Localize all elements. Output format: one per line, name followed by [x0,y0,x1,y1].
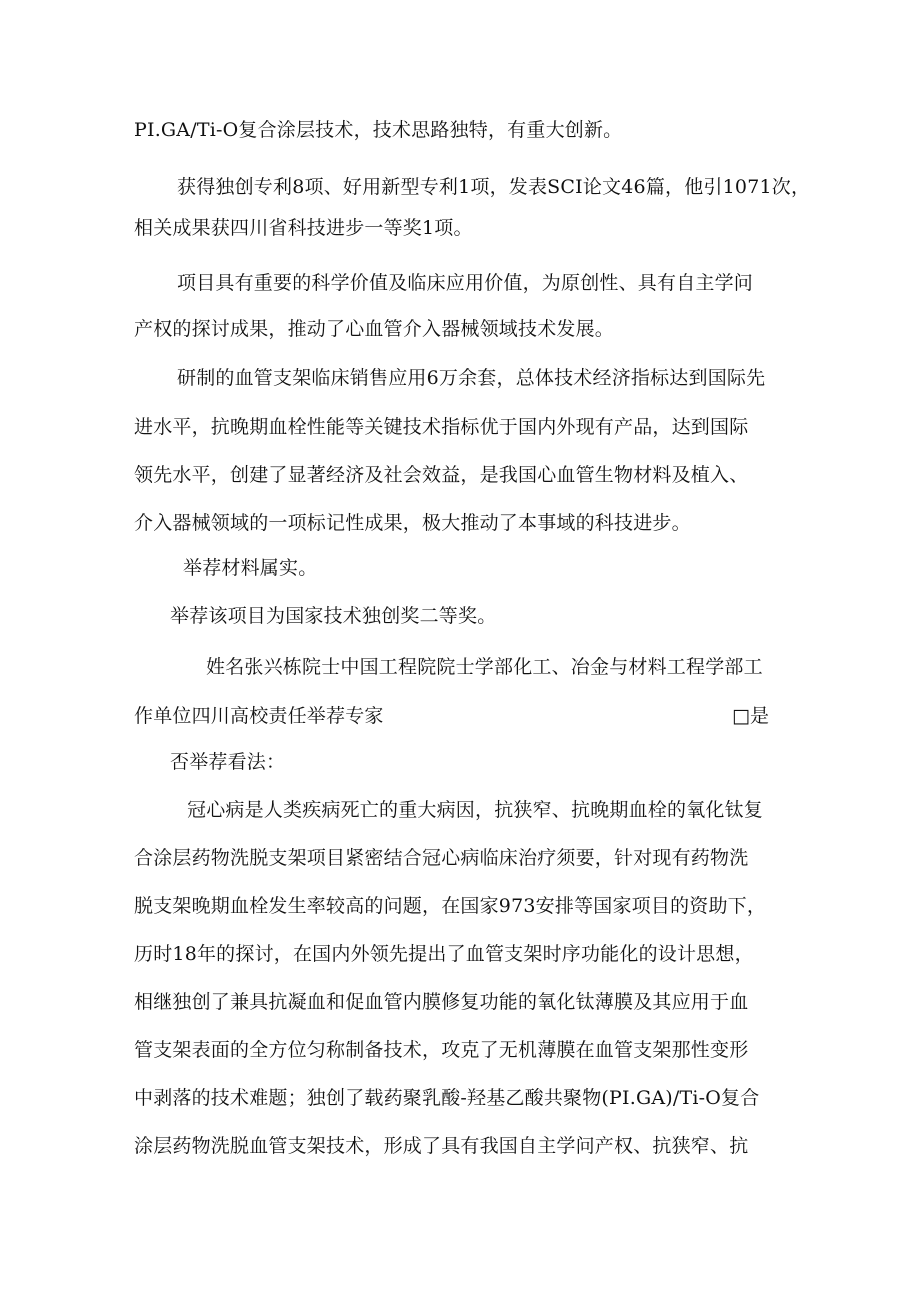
text-line: 脱支架晚期血栓发生率较高的问题，在国家973安排等国家项目的资助下， [134,895,767,917]
text-line: 否举荐看法： [170,751,286,773]
text-line: 历时18年的探讨，在国内外领先提出了血管支架时序功能化的设计思想， [134,943,754,965]
text-line: 相关成果获四川省科技进步一等奖1项。 [134,217,473,239]
yes-checkbox[interactable]: □是 [732,705,769,727]
text-line: 介入器械领域的一项标记性成果，极大推动了本事域的科技进步。 [134,512,691,534]
text-line: 涂层药物洗脱血管支架技术，形成了具有我国自主学问产权、抗狭窄、抗 [134,1135,749,1157]
text-line: 进水平，抗晚期血栓性能等关键技术指标优于国内外现有产品，达到国际 [134,416,749,438]
text-line: 中剥落的技术难题；独创了载药聚乳酸-羟基乙酸共聚物(PI.GA)/Ti-O复合 [134,1087,760,1109]
text-line: 相继独创了兼具抗凝血和促血管内膜修复功能的氧化钛薄膜及其应用于血 [134,991,749,1013]
text-line: 举荐材料属实。 [183,557,318,579]
text-line: 作单位四川高校责任举荐专家 [134,705,384,727]
text-line: 领先水平，创建了显著经济及社会效益，是我国心血管生物材料及植入、 [134,464,749,486]
text-line: 合涂层药物洗脱支架项目紧密结合冠心病临床治疗须要，针对现有药物洗 [134,847,749,869]
text-line: 产权的探讨成果，推动了心血管介入器械领域技术发展。 [134,318,615,340]
text-line: PI.GA/Ti-O复合涂层技术，技术思路独特，有重大创新。 [134,119,623,141]
text-line: 管支架表面的全方位匀称制备技术，攻克了无机薄膜在血管支架那性变形 [134,1039,749,1061]
text-line: 研制的血管支架临床销售应用6万余套，总体技术经济指标达到国际先 [177,367,766,389]
text-line: 举荐该项目为国家技术独创奖二等奖。 [170,605,497,627]
text-line: 姓名张兴栋院士中国工程院院士学部化工、冶金与材料工程学部工 [206,656,763,678]
text-line: 冠心病是人类疾病死亡的重大病因，抗狭窄、抗晚期血栓的氧化钛复 [187,799,764,821]
text-line: 获得独创专利8项、好用新型专利1项，发表SCI论文46篇，他引1071次， [177,176,811,198]
text-line: 项目具有重要的科学价值及临床应用价值，为原创性、具有自主学问 [177,272,754,294]
